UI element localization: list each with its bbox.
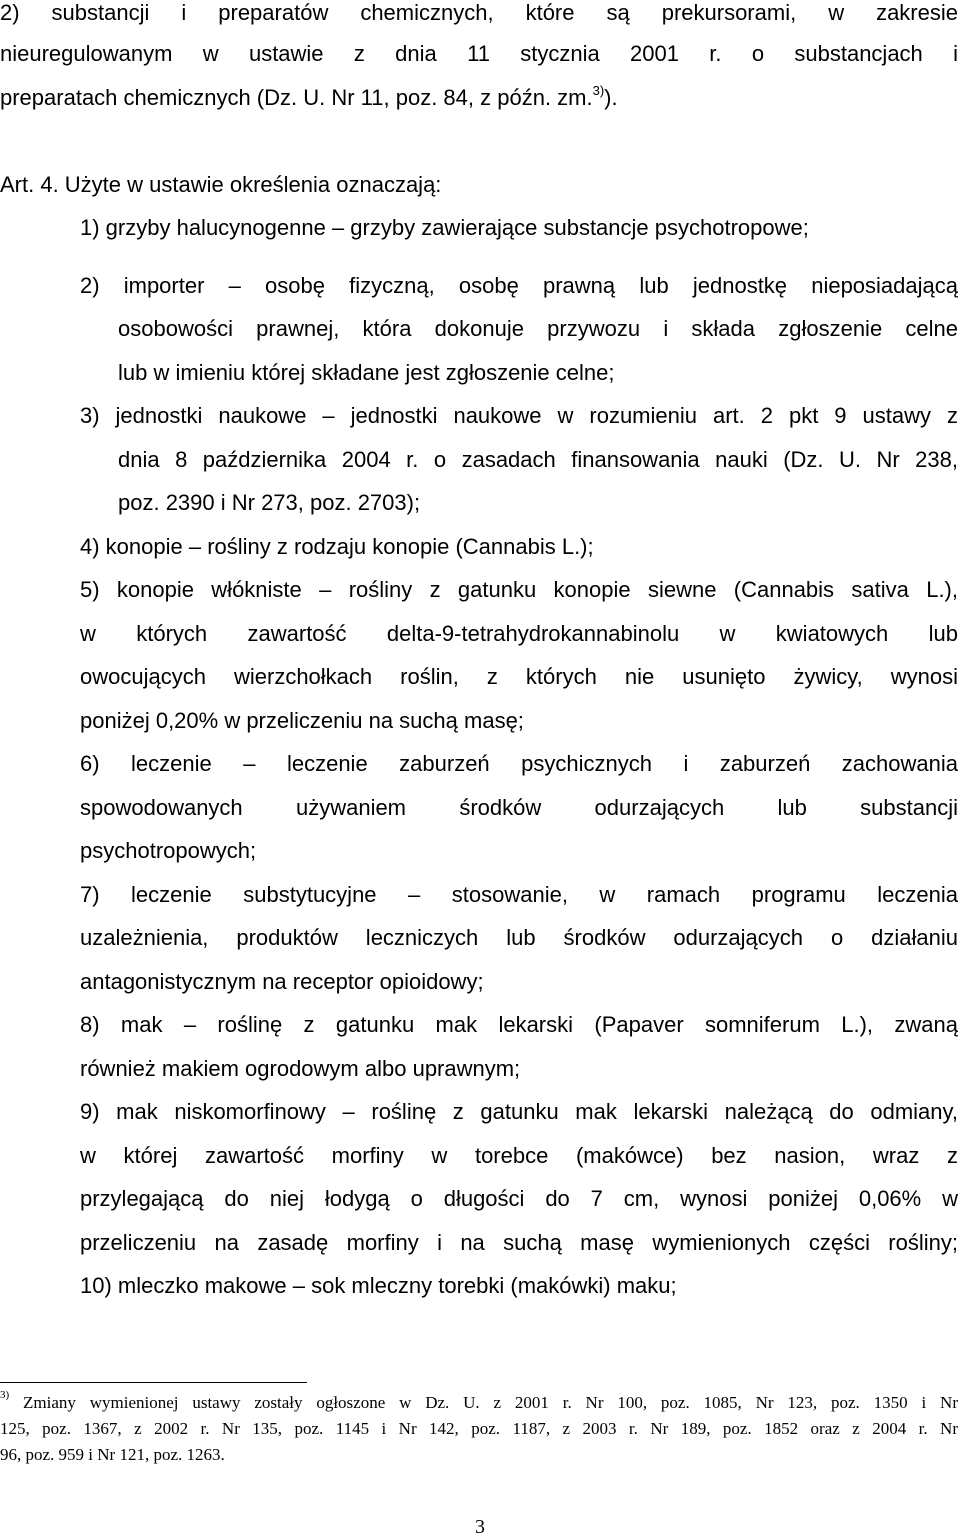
- definition-item: 1) grzyby halucynogenne – grzyby zawierające substancje psychotropowe;: [80, 215, 809, 240]
- definition-item: 4) konopie – rośliny z rodzaju konopie (Cannabis L.);: [80, 534, 594, 559]
- text-line: psychotropowych;: [80, 838, 257, 863]
- text-line: owocujących wierzchołkach roślin, z których nie usunięto żywicy, wynosi: [80, 664, 958, 689]
- text-line: w których zawartość delta-9-tetrahydrokannabinolu w kwiatowych lub: [80, 621, 958, 646]
- text-line: 2) substancji i preparatów chemicznych, które są prekursorami, w zakresie: [0, 0, 958, 25]
- footnote-marker: 3): [0, 1389, 10, 1402]
- footnote-line: [0, 1389, 958, 1414]
- text-line: uzależnienia, produktów leczniczych lub środków odurzających o działaniu: [80, 925, 958, 950]
- footnote-separator: [0, 1382, 307, 1383]
- text-line: przylegającą do niej łodygą o długości do 7 cm, wynosi poniżej 0,06% w: [80, 1186, 958, 1211]
- footnote-reference: 3): [592, 82, 605, 98]
- footnote-line: 125, poz. 1367, z 2002 r. Nr 135, poz. 1145 i Nr 142, poz. 1187, z 2003 r. Nr 189, poz. 1852 oraz z 2004 r. Nr: [0, 1419, 958, 1438]
- text-fragment: ).: [604, 85, 618, 110]
- text-line: dnia 8 października 2004 r. o zasadach finansowania nauki (Dz. U. Nr 238,: [118, 447, 958, 472]
- footnote-text: Zmiany wymienionej ustawy zostały ogłoszone w Dz. U. z 2001 r. Nr 100, poz. 1085, Nr 123, poz. 1350 i Nr: [23, 1393, 958, 1412]
- text-line: [0, 82, 618, 111]
- text-line: poniżej 0,20% w przeliczeniu na suchą masę;: [80, 708, 524, 733]
- text-line: przeliczeniu na zasadę morfiny i na suchą masę wymienionych części rośliny;: [80, 1230, 958, 1255]
- text-line: poz. 2390 i Nr 273, poz. 2703);: [118, 490, 421, 515]
- text-line: również makiem ogrodowym albo uprawnym;: [80, 1056, 521, 1081]
- definition-item: 8) mak – roślinę z gatunku mak lekarski (Papaver somniferum L.), zwaną: [80, 1012, 958, 1037]
- page-number: 3: [475, 1516, 485, 1538]
- definition-item: 3) jednostki naukowe – jednostki naukowe w rozumieniu art. 2 pkt 9 ustawy z: [80, 403, 958, 428]
- text-fragment: preparatach chemicznych (Dz. U. Nr 11, poz. 84, z późn. zm.: [0, 85, 593, 110]
- definition-item: 5) konopie włókniste – rośliny z gatunku konopie siewne (Cannabis sativa L.),: [80, 577, 958, 602]
- article-heading: Art. 4. Użyte w ustawie określenia oznaczają:: [0, 172, 442, 197]
- text-line: w której zawartość morfiny w torebce (makówce) bez nasion, wraz z: [80, 1143, 958, 1168]
- definition-item: 6) leczenie – leczenie zaburzeń psychicznych i zaburzeń zachowania: [80, 751, 958, 776]
- footnote-line: 96, poz. 959 i Nr 121, poz. 1263.: [0, 1445, 225, 1464]
- definition-item: 2) importer – osobę fizyczną, osobę prawną lub jednostkę nieposiadającą: [80, 273, 958, 298]
- definition-item: 7) leczenie substytucyjne – stosowanie, w ramach programu leczenia: [80, 882, 958, 907]
- definition-item: 10) mleczko makowe – sok mleczny torebki (makówki) maku;: [80, 1273, 677, 1298]
- text-line: lub w imieniu której składane jest zgłoszenie celne;: [118, 360, 615, 385]
- text-line: nieuregulowanym w ustawie z dnia 11 stycznia 2001 r. o substancjach i: [0, 41, 958, 66]
- text-line: antagonistycznym na receptor opioidowy;: [80, 969, 484, 994]
- definition-item: 9) mak niskomorfinowy – roślinę z gatunku mak lekarski należącą do odmiany,: [80, 1099, 958, 1124]
- text-line: osobowości prawnej, która dokonuje przywozu i składa zgłoszenie celne: [118, 316, 958, 341]
- text-line: spowodowanych używaniem środków odurzających lub substancji: [80, 795, 958, 820]
